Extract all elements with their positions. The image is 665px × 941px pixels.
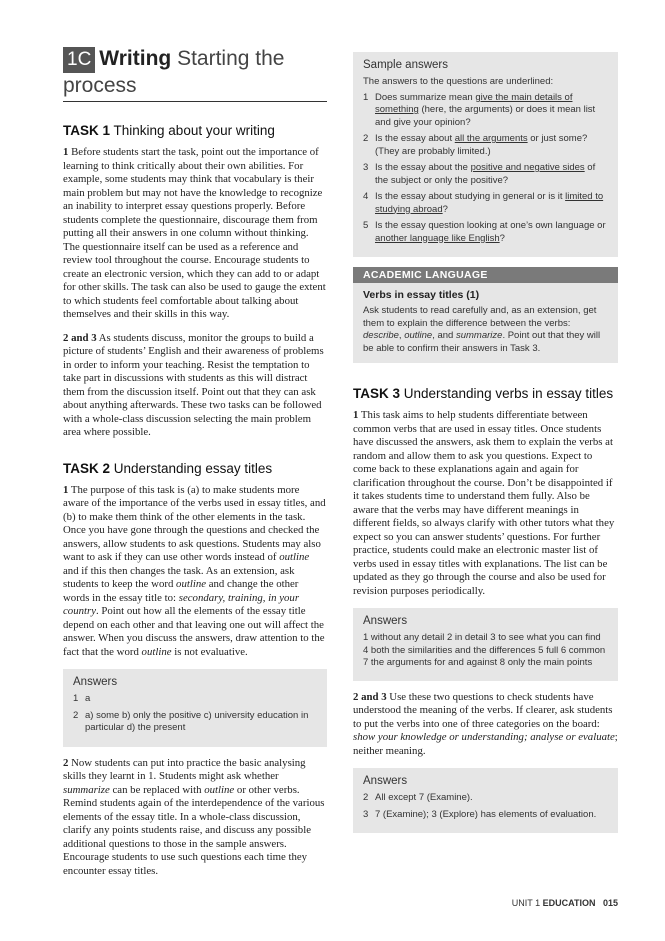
academic-text-a: Ask students to read carefully and, as an extension, get them to explain the difference between the verbs: — [363, 305, 597, 329]
task3-p1-num: 1 — [353, 409, 359, 421]
task2-p1-em4: outline — [141, 645, 172, 658]
task3-p2-text-b: ; neither meaning. — [353, 731, 618, 757]
page-title — [63, 46, 327, 102]
answer-number: 2 — [73, 709, 79, 721]
task3-title: Understanding verbs in essay titles — [400, 386, 614, 401]
item-text: ? — [499, 232, 505, 244]
left-column — [63, 46, 327, 888]
list-item — [363, 792, 608, 805]
list-item — [363, 220, 608, 245]
footer-section: EDUCATION — [542, 898, 596, 908]
academic-em2: outline — [404, 330, 433, 341]
task2-title: Understanding essay titles — [110, 460, 273, 476]
academic-language-text — [363, 305, 608, 355]
task1-p1-text: Before students start the task, point out the importance of learning to think critically about their own abilities. For example, some students may think that vocabulary is their main problem but may not have the knowledge to recognize an inability to interpret essay questions properly. Before students complete the questionnaire, discourage them from putting all their answers in one column without thinking. The questionnaire itself can be used as a reference and review tool throughout the course. Encourage students to create an electronic version, which they can add to or adapt for other skills. The task can also be used to gauge the extent to which students feel comfortable about talking about themselves and their skills in this way. — [63, 146, 326, 320]
task1-p1-num: 1 — [63, 146, 69, 158]
academic-language-box — [353, 267, 618, 363]
task3-p2-em: show your knowledge or understanding; analyse or evaluate — [353, 731, 615, 743]
item-text: Is the essay question looking at one’s own language or — [375, 220, 606, 231]
task1-label: TASK 1 — [63, 123, 111, 138]
sample-answers-intro: The answers to the questions are underlined: — [363, 76, 554, 87]
list-item — [363, 92, 608, 130]
answer-text: a — [85, 693, 91, 704]
task3-answers-list-2 — [363, 792, 608, 821]
item-number: 4 — [363, 191, 369, 202]
academic-sep2: , and — [432, 330, 456, 341]
footer-page-number: 015 — [602, 898, 618, 908]
unit-badge: 1C — [63, 47, 95, 73]
task2-p2-text-b: can be replaced with — [109, 783, 205, 796]
item-underlined: give the main details of something — [375, 91, 573, 115]
list-item — [363, 133, 608, 158]
task2-p1-em2: outline — [176, 578, 207, 590]
task2-p1-text-c: and change the other words in the essay title to: — [63, 578, 299, 604]
academic-language-heading: ACADEMIC LANGUAGE — [353, 267, 618, 283]
item-text: Is the essay about studying in general or is it — [375, 191, 566, 202]
task2-p1-num: 1 — [63, 483, 69, 496]
list-item — [363, 809, 608, 822]
academic-em1: describe — [363, 330, 399, 341]
page-footer — [512, 898, 618, 908]
task1-heading — [63, 122, 327, 140]
academic-language-subheading: Verbs in essay titles (1) — [363, 289, 480, 301]
task3-label: TASK 3 — [353, 386, 401, 401]
task2-p1-em1: outline — [279, 551, 310, 563]
item-number: 1 — [363, 91, 369, 103]
answer-text: 7 (Examine); 3 (Explore) has elements of evaluation. — [375, 808, 597, 820]
item-number: 3 — [363, 162, 369, 173]
task3-p1-text: This task aims to help students differentiate between common verbs that are used in essay titles. Once students have discussed the answers, ask them to explain the verbs at random and allow them to ask you questions. Expect to come back to these explanations again and again for clarification throughout the course. Don’t be disappointed if it takes students time to understand them fully. Also be aware that the verbs may have different meanings in different fields, so always clarify with other tutors what they expect so you can answer students’ questions. For further practice, students could make an electronic master list of verbs used in essay titles with explanations. The list can be updated as they go through the course and also be used for revision purposes periodically. — [353, 409, 615, 597]
task2-answers-heading: Answers — [73, 676, 118, 688]
answer-number: 2 — [363, 792, 369, 803]
task3-paragraph-1 — [353, 409, 618, 598]
item-underlined: limited to studying abroad — [375, 191, 604, 215]
right-column — [353, 52, 618, 843]
task1-p2-text: As students discuss, monitor the groups to build a picture of students’ English and their awareness of problems in order to inform your teaching. Resist the temptation to take part in discussions with students as this will distract them from the discussion itself. Point out that they can ask about anything afterwards. These two tasks can be followed with a whole-class discussion selecting the main problem area where possible. — [63, 331, 324, 438]
academic-em3: summarize — [455, 330, 503, 341]
task3-answers-box-1 — [353, 608, 618, 681]
item-text: or just some? (They are probably limited.) — [375, 133, 588, 157]
task1-p2-num: 2 and 3 — [63, 331, 97, 344]
task2-p1-text-d: . Point out how all the elements of the essay title depend on each other and that leaving one out will affect the answer. When you discuss the answers, draw attention to the fact that the word — [63, 605, 325, 658]
task2-answers-list — [73, 693, 317, 735]
list-item — [363, 162, 608, 187]
answer-text: a) some b) only the positive c) university education in particular d) the present — [85, 709, 309, 733]
task3-answers-heading-2: Answers — [363, 775, 408, 787]
item-number: 2 — [363, 133, 369, 144]
task2-paragraph-1 — [63, 484, 327, 660]
answer-text: All except 7 (Examine). — [375, 792, 473, 803]
item-underlined: another language like English — [375, 232, 500, 244]
item-underlined: positive and negative sides — [470, 162, 585, 173]
task3-answers-box-2 — [353, 768, 618, 833]
academic-sep1: , — [398, 330, 405, 341]
task2-answers-box — [63, 669, 327, 747]
task1-paragraph-1 — [63, 146, 327, 322]
item-text: of the subject or only the positive? — [375, 162, 596, 186]
task2-p1-text-b: and if this then changes the task. As an extension, ask students to keep the word — [63, 564, 295, 590]
task3-p2-text-a: Use these two questions to check students have understood the meaning of the verbs. If clearer, ask students to put the verbs into one of three categories on the board: — [353, 690, 613, 730]
task3-answers-heading-1: Answers — [363, 615, 408, 627]
task2-p1-text-a: The purpose of this task is (a) to make students more aware of the importance of the verbs used in essay titles, and (b) to make them think of the other elements in the task. Once you have gone through the questions and checked the answers, allow students to ask questions. Students may also want to ask if they can use other words instead of — [63, 483, 326, 563]
task3-p2-num: 2 and 3 — [353, 690, 387, 703]
task2-p2-em1: summarize — [63, 783, 110, 796]
answer-number: 3 — [363, 808, 369, 820]
item-text: Is the essay about the — [375, 162, 471, 173]
answer-number: 1 — [73, 693, 79, 704]
sample-answers-box — [353, 52, 618, 257]
sample-answers-heading: Sample answers — [363, 59, 449, 71]
sample-answers-list — [363, 92, 608, 246]
item-text: (here, the arguments) or does it mean list and give your opinion? — [375, 104, 596, 128]
task1-paragraph-2 — [63, 332, 327, 440]
item-underlined: all the arguments — [454, 133, 528, 144]
task3-heading — [353, 385, 618, 403]
task2-label: TASK 2 — [63, 460, 111, 476]
task2-p2-em2: outline — [204, 783, 235, 796]
item-text: Is the essay about — [375, 133, 455, 144]
task2-paragraph-2 — [63, 757, 327, 879]
task2-p2-num: 2 — [63, 756, 69, 769]
task1-title: Thinking about your writing — [110, 123, 275, 138]
footer-unit: UNIT 1 — [511, 898, 541, 908]
task3-answers-text-1: 1 without any detail 2 in detail 3 to see what you can find 4 both the similarities and the differences 5 full 6 common 7 the arguments for and against 8 only the main points — [363, 632, 606, 668]
task3-paragraph-2 — [353, 691, 618, 759]
task2-p1-text-e: is not evaluative. — [171, 645, 248, 658]
list-item — [73, 710, 317, 735]
list-item — [363, 191, 608, 216]
item-text: ? — [442, 203, 448, 215]
task2-p2-text-c: or other verbs. Remind students again of the interdependence of the various elements of the essay title. In a whole-class discussion, clarify any points students raise, and discuss any possible additional questions to those in the sample answers. Encourage students to use such questions each time they encounter essay titles. — [63, 783, 325, 877]
task2-heading — [63, 460, 327, 478]
title-bold: Writing — [99, 47, 172, 70]
task2-p1-em3: secondary, training, in your country — [63, 591, 300, 617]
item-text: Does summarize mean — [375, 91, 476, 103]
item-number: 5 — [363, 220, 369, 231]
academic-text-b: . Point out that they will be able to confirm their answers in Task 3. — [363, 330, 601, 354]
list-item — [73, 693, 317, 706]
title-rest: Starting the process — [63, 47, 285, 97]
task2-p2-text-a: Now students can put into practice the basic analysing skills they learnt in 1. Students might ask whether — [63, 756, 306, 782]
